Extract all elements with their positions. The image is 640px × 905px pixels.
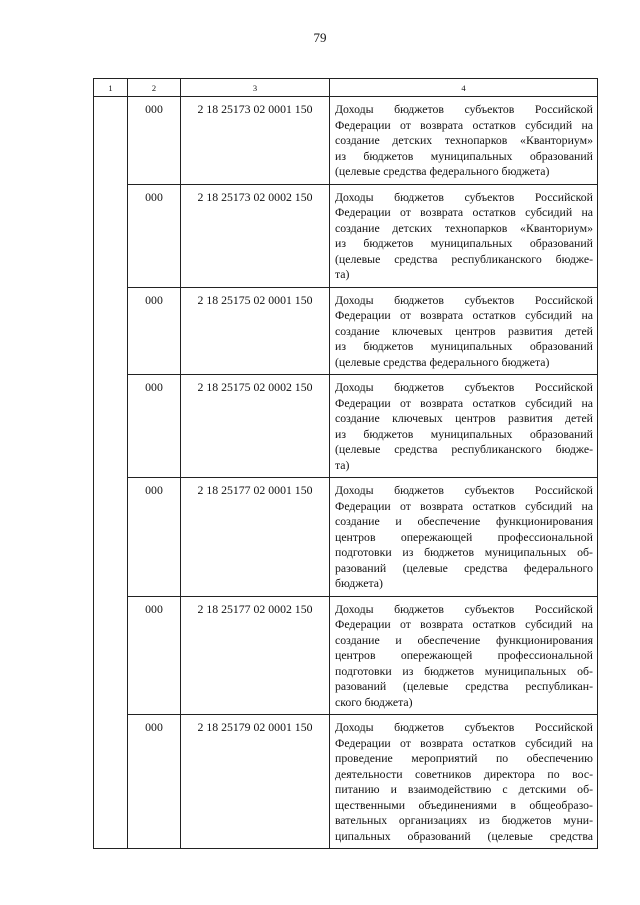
description-line: (целевые средства федерального бюджета) [335, 354, 550, 369]
admin-code-cell: 000 [128, 184, 181, 287]
description-line: подготовки из бюджетов муниципальных об- [335, 663, 593, 678]
description-line: Федерации от возврата остатков субсидий на [335, 735, 593, 750]
description-line: щественными объединениями в общеобразо- [335, 797, 593, 812]
description-line: та) [335, 267, 350, 281]
description-line: (целевые средства федерального бюджета) [335, 164, 550, 178]
description-line: Федерации от возврата остатков субсидий на [335, 395, 593, 410]
description-line: Федерации от возврата остатков субсидий на [335, 308, 593, 322]
column-1-cell [94, 97, 128, 849]
table-row [94, 715, 598, 849]
revenue-description-cell [330, 97, 598, 185]
page-number: 79 [313, 30, 327, 45]
description-line: создание ключевых центров развития детей [335, 323, 593, 338]
budget-classification-code-cell: 2 18 25175 02 0002 150 [181, 375, 330, 478]
revenue-description-cell [330, 184, 598, 287]
table-row [94, 97, 598, 185]
admin-code-cell: 000 [128, 287, 181, 375]
description-line: вательных организациях из бюджетов муни- [335, 813, 593, 827]
description-line: разований (целевые средства республикан- [335, 679, 593, 693]
table-body [94, 79, 598, 849]
description-line: питанию и взаимодействию с детскими об- [335, 782, 593, 796]
description-line: Доходы бюджетов субъектов Российской [335, 292, 593, 307]
table-row [94, 596, 598, 715]
description-line: из бюджетов муниципальных образований [335, 148, 593, 163]
budget-classification-code-cell: 2 18 25173 02 0002 150 [181, 184, 330, 287]
column-number-2: 2 [128, 79, 181, 97]
table-row [94, 478, 598, 597]
description-line: Доходы бюджетов субъектов Российской [335, 483, 593, 497]
description-line: создание детских технопарков «Кванториум» [335, 133, 593, 147]
description-line: ского бюджета) [335, 694, 413, 709]
description-line: Федерации от возврата остатков субсидий на [335, 117, 593, 132]
table-row [94, 375, 598, 478]
revenue-description-cell [330, 596, 598, 715]
column-number-header-row [94, 79, 598, 97]
budget-classification-code-cell: 2 18 25175 02 0001 150 [181, 287, 330, 375]
description-line: Доходы бюджетов субъектов Российской [335, 601, 593, 616]
budget-classification-code-cell: 2 18 25173 02 0001 150 [181, 97, 330, 185]
description-line: та) [335, 457, 350, 472]
description-line: ципальных образований (целевые средства [335, 828, 593, 843]
description-line: Федерации от возврата остатков субсидий на [335, 205, 593, 219]
description-line: (целевые средства республиканского бюдже- [335, 442, 593, 456]
table-row [94, 184, 598, 287]
description-line: из бюджетов муниципальных образований [335, 426, 593, 441]
table-row [94, 287, 598, 375]
description-line: деятельности советников директора по вос- [335, 766, 593, 781]
admin-code-cell: 000 [128, 478, 181, 597]
description-line: центров опережающей профессиональной [335, 648, 593, 662]
admin-code-cell: 000 [128, 715, 181, 849]
column-number-4: 4 [330, 79, 598, 97]
admin-code-cell: 000 [128, 97, 181, 185]
budget-classification-code-cell: 2 18 25177 02 0002 150 [181, 596, 330, 715]
description-line: проведение мероприятий по обеспечению [335, 751, 593, 765]
description-line: Доходы бюджетов субъектов Российской [335, 102, 593, 116]
revenue-description-cell [330, 478, 598, 597]
description-line: центров опережающей профессиональной [335, 529, 593, 544]
description-line: Доходы бюджетов субъектов Российской [335, 380, 593, 394]
description-line: подготовки из бюджетов муниципальных об- [335, 545, 593, 559]
description-line: из бюджетов муниципальных образований [335, 339, 593, 353]
description-line: Доходы бюджетов субъектов Российской [335, 720, 593, 734]
column-number-1: 1 [94, 79, 128, 97]
budget-classification-code-cell: 2 18 25177 02 0001 150 [181, 478, 330, 597]
description-line: создание детских технопарков «Кванториум» [335, 220, 593, 235]
description-line: Федерации от возврата остатков субсидий на [335, 617, 593, 631]
description-line: из бюджетов муниципальных образований [335, 236, 593, 250]
admin-code-cell: 000 [128, 375, 181, 478]
description-line: (целевые средства республиканского бюдже- [335, 251, 593, 266]
admin-code-cell: 000 [128, 596, 181, 715]
description-line: Федерации от возврата остатков субсидий на [335, 498, 593, 513]
description-line: создание и обеспечение функционирования [335, 632, 593, 647]
description-line: создание и обеспечение функционирования [335, 514, 593, 528]
description-line: Доходы бюджетов субъектов Российской [335, 189, 593, 204]
budget-revenue-table [93, 78, 598, 849]
description-line: разований (целевые средства федерального [335, 560, 593, 575]
revenue-description-cell [330, 375, 598, 478]
revenue-description-cell [330, 287, 598, 375]
budget-classification-code-cell: 2 18 25179 02 0001 150 [181, 715, 330, 849]
description-line: бюджета) [335, 576, 383, 590]
column-number-3: 3 [181, 79, 330, 97]
revenue-description-cell [330, 715, 598, 849]
description-line: создание ключевых центров развития детей [335, 411, 593, 425]
